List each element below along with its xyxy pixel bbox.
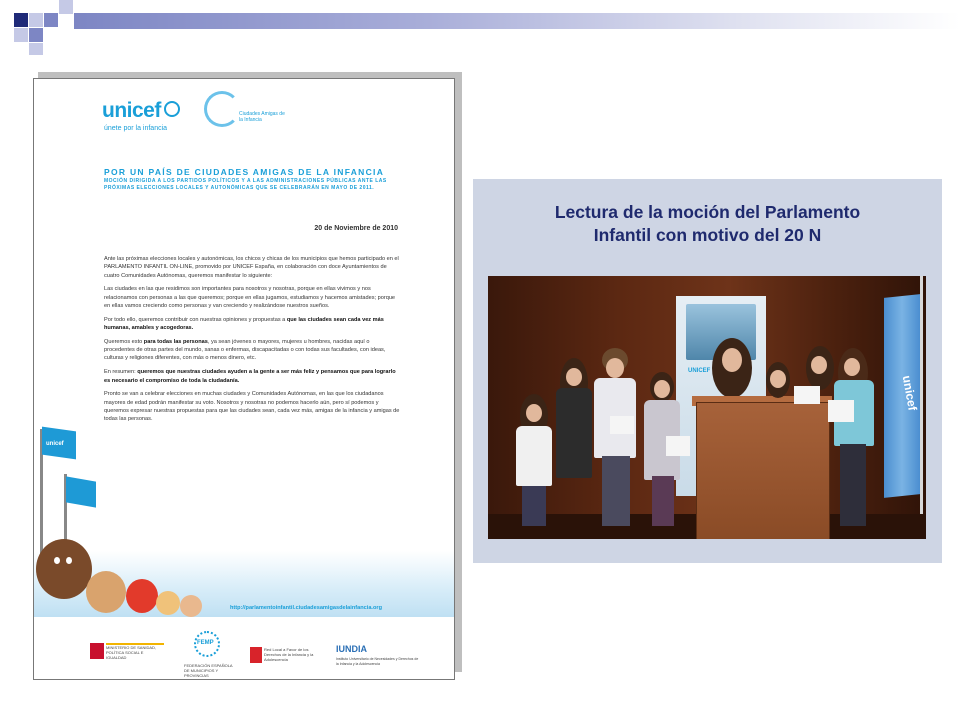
document-paragraph-2: Las ciudades en las que residimos son importantes para nosotros y nosotras, porque en ellas vivimos y nos relacionamos con personas a las que queremos; porque en ellas jugamos, estudiamos y hacemos amistades; porque en ellas vamos creciendo como personas y van creciendo y realizándose nuestros sueños.	[104, 286, 396, 309]
red-local-logo-icon	[250, 647, 262, 663]
child-1-body	[516, 426, 552, 486]
speaker-face	[722, 348, 742, 372]
child-8-paper	[828, 400, 854, 422]
caption-line-1: Lectura de la moción del Parlamento	[554, 202, 861, 222]
podium	[696, 402, 830, 539]
p5-bold: queremos que nuestras ciudades ayuden a la gente a ser más feliz y pensamos que para lograrlo es necesario el compromiso de toda la ciudadanía.	[104, 369, 396, 384]
document-body	[104, 255, 400, 429]
child-2-body	[556, 388, 592, 478]
document-subtitle: MOCIÓN DIRIGIDA A LOS PARTIDOS POLÍTICOS Y A LAS ADMINISTRACIONES PÚBLICAS ANTE LAS PRÓXIMAS ELECCIONES LOCALES Y AUTONÓMICAS QUE SE CELEBRARÁN EN MAYO DE 2011.	[104, 178, 387, 191]
kid-eye	[66, 557, 72, 564]
p4-text-a: Queremos esto	[104, 338, 144, 345]
p3-text: Por todo ello, queremos contribuir con nuestras opiniones y propuestas a	[104, 316, 287, 323]
red-local-logo-text: Red Local a Favor de los Derechos de la Infancia y la Adolescencia	[264, 647, 314, 662]
spain-coat-of-arms-icon	[90, 643, 104, 659]
kid-eye	[54, 557, 60, 564]
parliament-photo	[488, 276, 926, 539]
child-8-face	[844, 358, 860, 376]
ciudades-amigas-logo-icon	[204, 91, 240, 127]
deco-square-mid-2	[29, 28, 43, 42]
footer-logos	[34, 619, 454, 679]
child-4-face	[654, 380, 670, 398]
banner-text: UNICEF	[688, 368, 711, 374]
document-paragraph-3	[104, 316, 400, 333]
document-url: http://parlamentoinfantil.ciudadesamigasdelainfancia.org	[230, 605, 382, 611]
caption-line-2: Infantil con motivo del 20 N	[593, 225, 822, 245]
unicef-globe-icon	[164, 101, 180, 117]
deco-square-mid	[44, 13, 58, 27]
unicef-logo: unicef	[102, 99, 161, 122]
document-paragraph-6: Pronto se van a celebrar elecciones en muchas ciudades y Comunidades Autónomas, en las que los ciudadanos mayores de edad podrán manifestar su voto. Nosotros y nosotras no podemos hacerlo aún, pero sí podemos y queremos expresar nuestras propuestas para que las ciudades sean, cada vez más, amigas de la infancia y amigas de todas las personas.	[104, 391, 400, 423]
cartoon-kid-1-icon	[36, 539, 92, 599]
top-gradient-bar	[74, 13, 960, 29]
cartoon-kid-5-icon	[180, 595, 202, 617]
cartoon-kid-4-icon	[156, 591, 180, 615]
document-title: POR UN PAÍS DE CIUDADES AMIGAS DE LA INFANCIA	[104, 167, 385, 177]
child-4-legs	[652, 476, 674, 526]
child-7-paper	[794, 386, 820, 404]
child-8-legs	[840, 444, 866, 526]
p4-text-c: , ya sean jóvenes o mayores, mujeres u hombres, nacidas aquí o procedentes de otras partes del mundo, sanas o enfermas, discapacitadas o con todas sus facultades, con ideas, culturas y religiones diferentes, con más o menos dinero, etc.	[104, 338, 386, 362]
iundia-logo-text: Instituto Universitario de Necesidades y Derechos de la Infancia y la Adolescencia	[336, 657, 419, 666]
ministerio-yellow-bar	[106, 643, 164, 645]
femp-logo-text: FEDERACIÓN ESPAÑOLA DE MUNICIPIOS Y PROVINCIAS	[184, 663, 233, 678]
femp-mark: FEMP	[197, 640, 214, 646]
p3-bold: que las ciudades sean cada vez más humanas, amables y acogedoras.	[104, 316, 384, 332]
cartoon-kid-2-icon	[86, 571, 126, 613]
flag-pole-photo	[920, 276, 923, 539]
child-3-legs	[602, 456, 630, 526]
ministerio-logo-text: MINISTERIO DE SANIDAD, POLÍTICA SOCIAL E IGUALDAD	[106, 645, 157, 660]
child-3-face	[606, 358, 624, 378]
document-paragraph-5	[104, 368, 400, 385]
child-4-paper	[666, 436, 690, 456]
deco-square-light-2	[59, 0, 73, 14]
photo-panel	[473, 179, 942, 563]
photo-caption	[473, 201, 942, 247]
unicef-tagline: únete por la infancia	[104, 125, 168, 132]
child-6-face	[770, 370, 786, 388]
child-1-legs	[522, 486, 546, 526]
cartoon-kid-3-icon	[126, 579, 158, 613]
deco-square-light-4	[29, 43, 43, 55]
child-1-face	[526, 404, 542, 422]
deco-square-navy	[14, 13, 28, 27]
document-paragraph-1: Ante las próximas elecciones locales y autonómicas, los chicos y chicas de los municipios que hemos participado en el PARLAMENTO INFANTIL ON-LINE, promovido por UNICEF España, en colaboración con doce Ayuntamientos de cuatro Comunidades Autónomas, queremos manifestar lo siguiente:	[104, 256, 399, 279]
unicef-flag-2-icon	[66, 476, 96, 507]
document-date: 20 de Noviembre de 2010	[314, 225, 398, 232]
flag-text: unicef	[899, 374, 920, 412]
deco-square-light	[29, 13, 43, 27]
p4-bold: para todas las personas	[143, 338, 208, 345]
p5-text: En resumen:	[104, 369, 138, 376]
document-paragraph-4	[104, 338, 400, 363]
child-7-face	[811, 356, 827, 374]
motion-document	[33, 78, 455, 680]
unicef-flag-1-label: unicef	[46, 441, 64, 447]
child-3-paper	[610, 416, 634, 434]
child-2-face	[566, 368, 582, 386]
iundia-logo: IUNDIA	[336, 644, 367, 654]
deco-square-light-3	[14, 28, 28, 42]
ciudades-amigas-logo-text: Ciudades Amigas de la Infancia	[239, 111, 285, 123]
